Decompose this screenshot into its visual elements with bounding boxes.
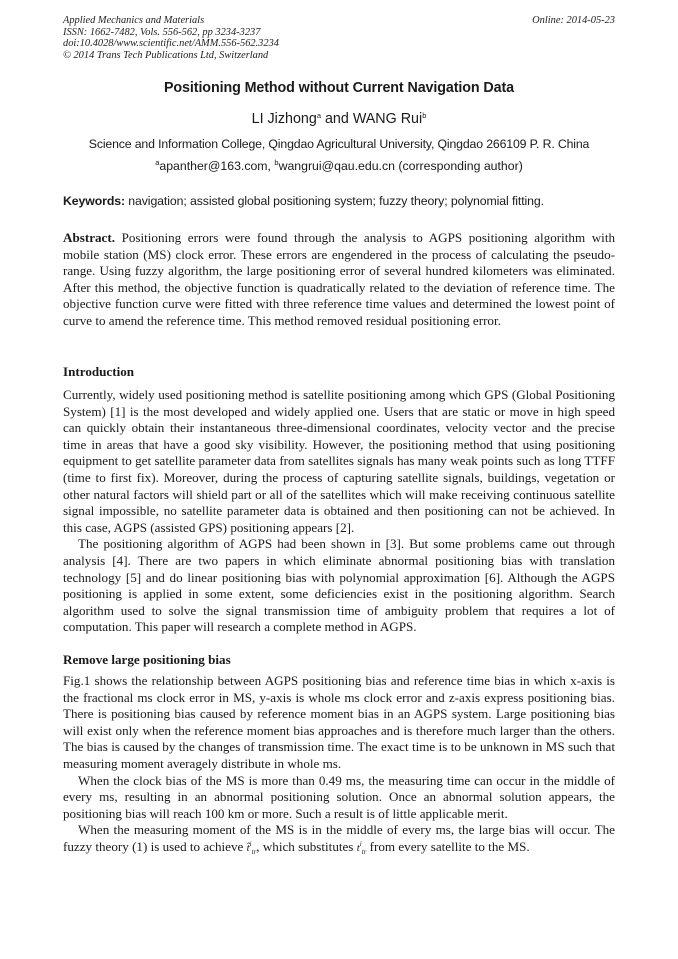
math-symbol-t: $t^i_{tr}$ (356, 839, 367, 856)
author-1: LI Jizhong (251, 111, 317, 127)
text-run: , which substitutes (256, 838, 357, 854)
copyright-line: © 2014 Trans Tech Publications Ltd, Switzerland (63, 49, 269, 61)
email-a: apanther@163.com, (159, 159, 275, 173)
keywords-label: Keywords: (63, 194, 125, 208)
email-b-mark: b (274, 158, 279, 167)
keywords (63, 194, 623, 208)
text-run: When the measuring moment of the MS is in the middle of every ms, the large bias will occur. The fuzzy theory (1) is used to achieve (63, 822, 615, 854)
section-heading-remove-bias: Remove large positioning bias (63, 652, 231, 667)
author-2-mark: b (422, 111, 427, 120)
section-introduction (63, 387, 615, 636)
keywords-text: navigation; assisted global positioning system; fuzzy theory; polynomial fitting. (124, 194, 544, 208)
abstract (63, 230, 615, 330)
email-b: wangrui@qau.edu.cn (corresponding author) (278, 159, 523, 173)
author-1-mark: a (316, 111, 321, 120)
author-line (63, 111, 615, 127)
online-date: Online: 2014-05-23 (532, 15, 615, 26)
running-head (63, 15, 615, 61)
math-symbol-t-hat: t̂$^i_{tr}$ (246, 839, 257, 856)
abstract-text: Positioning errors were found through the analysis to AGPS positioning algorithm with mobile station (MS) clock error. These errors are engendered in the process of calculating the pseudo-range. Using fuzzy algorithm, the large positioning error of several hundred kilometers was eliminated. After this method, the objective function is quadratically related to the deviation of reference time. The objective function curve were fitted with three reference time values and determined the lowest point of curve to amend the reference time. This method removed residual positioning error. (63, 230, 615, 328)
author-2: WANG Rui (352, 111, 423, 127)
paragraph: When the clock bias of the MS is more than 0.49 ms, the measuring time can occur in the middle of every ms, resulting in an abnormal positioning solution. Once an abnormal solution appears, the positioning bias will reach 100 km or more. Such a result is of little applicable merit. (63, 772, 615, 821)
abstract-label: Abstract. (63, 230, 115, 245)
author-conjunction: and (321, 111, 353, 127)
affiliation: Science and Information College, Qingdao Agricultural University, Qingdao 266109 P. R. China (88, 137, 590, 151)
issn-line: ISSN: 1662-7482, Vols. 556-562, pp 3234-3237 (63, 26, 261, 38)
doi-line: doi:10.4028/www.scientific.net/AMM.556-562.3234 (63, 38, 279, 50)
paragraph: Fig.1 shows the relationship between AGPS positioning bias and reference time bias in which x-axis is the fractional ms clock error in MS, y-axis is whole ms clock error and z-axis express positioning bias. There is positioning bias caused by reference moment bias in an AGPS system. Large positioning bias will exist only when the reference moment bias approaches and is therefore much larger than the others. The bias is caused by the changes of transmission time. The exact time is to be unknown in MS such that measuring moment averagely distribute in whole ms. (63, 673, 615, 771)
paper-title: Positioning Method without Current Navigation Data (163, 80, 515, 96)
section-heading-introduction: Introduction (63, 364, 135, 379)
paragraph: Currently, widely used positioning method is satellite positioning among which GPS (Global Positioning System) [1] is the most developed and widely applied one. Users that are static or move in high speed can quickly obtain their instantaneous three-dimensional coordinates, velocity vector and the precise time in areas that have a good sky visibility. However, the positioning method that using positioning equipment to get satellite parameter data from satellites signals has many weak points such as long TTFF (time to first fix). Moreover, during the process of capturing satellite signals, buildings, vegetation or other natural factors will shield part or all of the satellites which will make receiving continuous satellite signal impossible, no satellite parameter data is obtained and then positioning can not be achieved. In this case, AGPS (assisted GPS) positioning appears [2]. (63, 387, 615, 535)
section-remove-bias (63, 673, 615, 857)
text-run: from every satellite to the MS. (366, 838, 530, 854)
paragraph-with-math (63, 822, 615, 856)
paragraph: The positioning algorithm of AGPS had been shown in [3]. But some problems came out through analysis [4]. There are two papers in which eliminate abnormal positioning bias with translation technology [5] and do linear positioning bias with polynomial approximation [6]. Although the AGPS positioning is applied in some extent, some deficiencies exist in the positioning algorithm. Search algorithm used to solve the signal transmission time of ambiguity problem that requires a lot of computation. This paper will research a complete method in AGPS. (63, 536, 615, 635)
email-line (63, 159, 615, 173)
email-a-mark: a (155, 158, 160, 167)
journal-name: Applied Mechanics and Materials (63, 15, 205, 26)
